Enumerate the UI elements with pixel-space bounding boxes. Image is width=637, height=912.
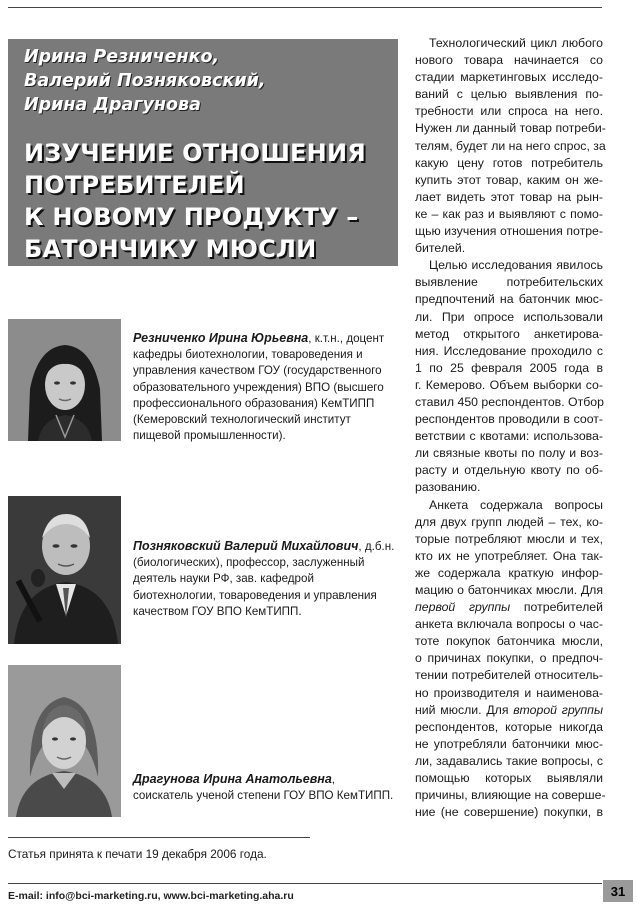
- footer-contact: E-mail: info@bci-marketing.ru, www.bci-marketing.aha.ru: [8, 890, 294, 902]
- article-body-column: [415, 35, 606, 821]
- author-line: Ирина Резниченко,: [24, 47, 220, 67]
- title-line: ИЗУЧЕНИЕ ОТНОШЕНИЯ: [24, 139, 366, 167]
- body-line: же содержала краткую инфор-: [415, 565, 603, 580]
- body-line: купить этот товар, каким он же-: [415, 172, 603, 187]
- author-line: Валерий Позняковский,: [24, 71, 266, 91]
- body-line: расту и отдельную квоту по об-: [415, 463, 603, 478]
- body-line: Целью исследования явилось: [429, 258, 603, 273]
- body-line: метод открытого анкетирова-: [415, 326, 603, 341]
- body-line: предпочтений на батончик мюс-: [415, 292, 603, 307]
- body-line: ния. Исследование проходило с: [415, 343, 603, 358]
- body-line: ветствии с квотами: использова-: [415, 429, 603, 444]
- body-line: ставил 450 респондентов. Отбор: [415, 394, 604, 409]
- body-line: щью изучения отношения потре-: [415, 224, 603, 239]
- accepted-note: Статья принята к печати 19 декабря 2006 года.: [8, 847, 267, 861]
- title-line: К НОВОМУ ПРОДУКТУ –: [24, 203, 359, 231]
- body-line: первой группы потребителей: [415, 600, 603, 615]
- article-header: [8, 39, 398, 266]
- title-line: ПОТРЕБИТЕЛЕЙ: [24, 171, 245, 199]
- body-line: ваний с целью выявления по-: [415, 87, 603, 102]
- body-line: нового товара начинается со: [415, 53, 603, 68]
- body-line: ние (не совершение) покупки, в: [415, 805, 603, 820]
- body-line: выявление потребительских: [415, 275, 603, 290]
- author-bio-reznichenko: [133, 330, 395, 444]
- body-line: но производителя и наименова-: [415, 685, 603, 700]
- body-line: ли связные квоты по полу и воз-: [415, 446, 603, 461]
- article-title: [24, 137, 384, 265]
- body-line: телям, будет ли на него спрос, за: [415, 138, 606, 153]
- body-line: помощью которых выявляли: [415, 771, 603, 786]
- author-credentials: д.б.н. (биологических), профессор, заслуженный деятель науки РФ, зав. кафедрой биотехнологии, товароведения и управления качеством ГОУ ВПО КемТИПП.: [133, 540, 395, 618]
- author-name: Драгунова Ирина Анатольевна: [133, 772, 332, 786]
- body-line: респондентов, которые никогда: [415, 719, 603, 734]
- body-line: г. Кемерово. Объем выборки со-: [415, 377, 603, 392]
- name-suffix: ,: [308, 332, 312, 345]
- authors-block: [24, 45, 384, 117]
- author-photo-dragunova: [8, 665, 121, 817]
- body-line: Технологический цикл любого: [429, 36, 603, 50]
- body-line: респондентов проводили в соот-: [415, 412, 603, 427]
- body-line: причины, влияющие на соверше-: [415, 788, 606, 803]
- top-rule: [8, 7, 602, 8]
- author-name: Резниченко Ирина Юрьевна: [133, 331, 309, 345]
- author-line: Ирина Драгунова: [24, 95, 201, 115]
- name-suffix: ,: [358, 540, 362, 553]
- body-line: ке – как раз и выявляют с помо-: [415, 206, 603, 221]
- body-line: какую цену готов потребитель: [415, 155, 603, 170]
- author-bio-poznyakovsky: [133, 538, 395, 620]
- title-line: БАТОНЧИКУ МЮСЛИ: [24, 235, 317, 263]
- author-photo-reznichenko: [8, 319, 121, 441]
- body-line: ли. При опросе использовали: [415, 309, 603, 324]
- author-photo-poznyakovsky: [8, 496, 121, 644]
- body-line: тоте покупок батончика мюсли,: [415, 634, 603, 649]
- note-rule: [8, 837, 310, 838]
- body-line: анкета включала вопросы о час-: [415, 617, 603, 632]
- body-line: торые потребляют мюсли и тех,: [415, 531, 603, 546]
- body-line: стадии маркетинговых исследо-: [415, 70, 603, 85]
- author-name: Позняковский Валерий Михайлович: [133, 539, 359, 553]
- body-line: о причинах покупки, о предпоч-: [415, 651, 603, 666]
- body-line: для двух групп людей – тех, ко-: [415, 514, 603, 529]
- body-line: бителей.: [415, 241, 466, 256]
- body-line: Нужен ли данный товар потреби-: [415, 121, 606, 136]
- body-line: ний мюсли. Для второй группы: [415, 702, 603, 717]
- body-line: не употребляли батончики мюс-: [415, 736, 603, 751]
- body-line: кто их не употребляет. Она так-: [415, 548, 603, 563]
- author-credentials: соискатель ученой степени ГОУ ВПО КемТИПП.: [133, 789, 394, 803]
- author-credentials: к.т.н., доцент кафедры биотехнологии, товароведения и управления качеством ГОУ (государственного образовательного учреждения) ВПО (высшего профессионального образования) КемТИПП (Кемеровский технологический институт пищевой промышленности).: [133, 332, 385, 443]
- bottom-rule: [8, 883, 602, 884]
- body-line: ли, задавались такие вопросы, с: [415, 753, 603, 768]
- body-line: 1 по 25 февраля 2005 года в: [415, 360, 603, 375]
- name-suffix: ,: [331, 773, 336, 786]
- body-line: лает видеть этот товар на рын-: [415, 189, 603, 204]
- body-line: мацию о батончиках мюсли. Для: [415, 583, 603, 597]
- author-bio-dragunova: [133, 771, 395, 804]
- body-line: разованию.: [415, 480, 481, 495]
- body-line: Анкета содержала вопросы: [429, 497, 603, 512]
- body-line: тении потребителей относитель-: [415, 668, 603, 683]
- body-line: требности или спроса на него.: [415, 104, 603, 119]
- page-number: 31: [603, 880, 633, 902]
